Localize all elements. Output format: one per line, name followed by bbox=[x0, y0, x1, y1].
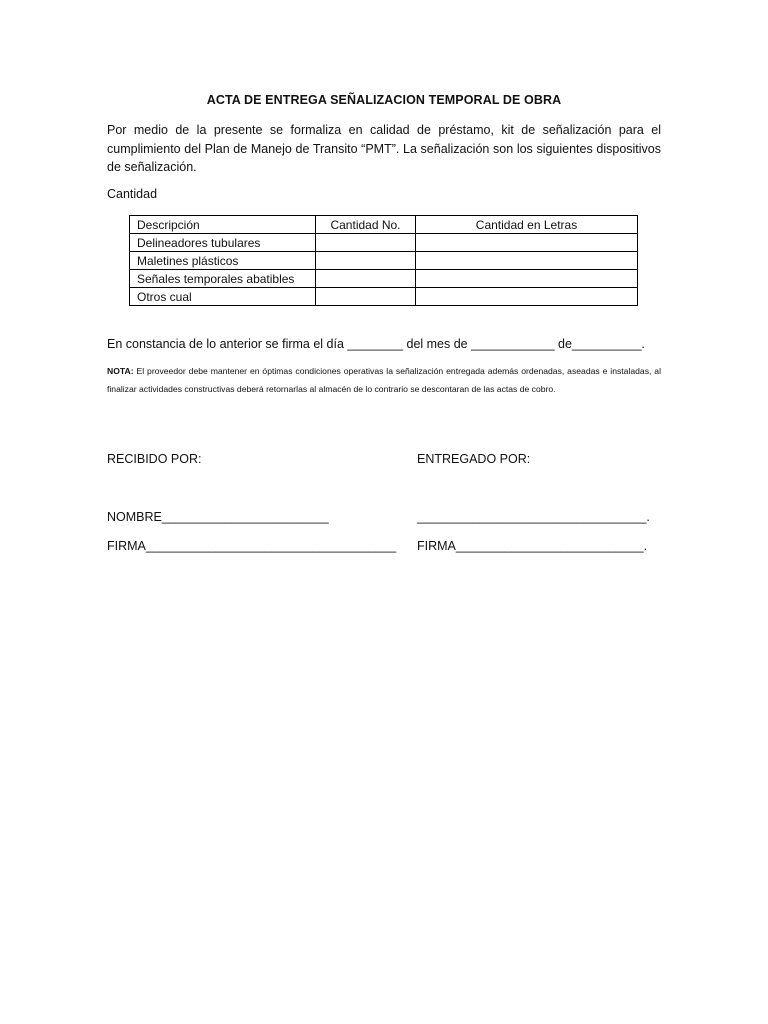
document-title: ACTA DE ENTREGA SEÑALIZACION TEMPORAL DE OBRA bbox=[206, 93, 562, 107]
row-cantidad-letras bbox=[416, 234, 638, 252]
constancia-line: En constancia de lo anterior se firma el día ________ del mes de ____________ de__________. bbox=[107, 337, 645, 351]
table-header-row bbox=[130, 216, 638, 234]
row-cantidad-letras bbox=[416, 252, 638, 270]
row-descripcion: Señales temporales abatibles bbox=[130, 270, 316, 288]
row-cantidad-letras bbox=[416, 270, 638, 288]
nombre-line-right: _________________________________. bbox=[417, 510, 650, 524]
devices-table bbox=[129, 215, 638, 306]
entregado-label: ENTREGADO POR: bbox=[417, 452, 531, 466]
cantidad-label: Cantidad bbox=[107, 187, 158, 201]
table-row bbox=[130, 270, 638, 288]
row-descripcion: Delineadores tubulares bbox=[130, 234, 316, 252]
row-descripcion: Otros cual bbox=[130, 288, 316, 306]
nota-label: NOTA: bbox=[107, 366, 134, 376]
header-cantidad-letras: Cantidad en Letras bbox=[416, 216, 638, 234]
nombre-line-left: NOMBRE________________________ bbox=[107, 510, 329, 524]
row-descripcion: Maletines plásticos bbox=[130, 252, 316, 270]
header-cantidad-no: Cantidad No. bbox=[316, 216, 416, 234]
row-cantidad-letras bbox=[416, 288, 638, 306]
row-cantidad-no bbox=[316, 234, 416, 252]
intro-paragraph: Por medio de la presente se formaliza en calidad de préstamo, kit de señalización para el cumplimiento del Plan de Manejo de Transito “PMT”. La señalización son los siguientes dispositivos de señalización. bbox=[107, 123, 661, 174]
recibido-label: RECIBIDO POR: bbox=[107, 452, 202, 466]
table-row bbox=[130, 252, 638, 270]
header-descripcion: Descripción bbox=[130, 216, 316, 234]
table-row bbox=[130, 288, 638, 306]
firma-line-left: FIRMA____________________________________ bbox=[107, 539, 397, 553]
row-cantidad-no bbox=[316, 288, 416, 306]
firma-line-right: FIRMA___________________________. bbox=[417, 539, 648, 553]
nota-text: El proveedor debe mantener en óptimas condiciones operativas la señalización entregada además ordenadas, aseadas e instaladas, al finalizar actividades constructivas deberá retornarlas al almacén de lo contrario se descontaran de las actas de cobro. bbox=[107, 366, 661, 394]
table-row bbox=[130, 234, 638, 252]
nota-paragraph bbox=[107, 363, 661, 398]
row-cantidad-no bbox=[316, 252, 416, 270]
row-cantidad-no bbox=[316, 270, 416, 288]
